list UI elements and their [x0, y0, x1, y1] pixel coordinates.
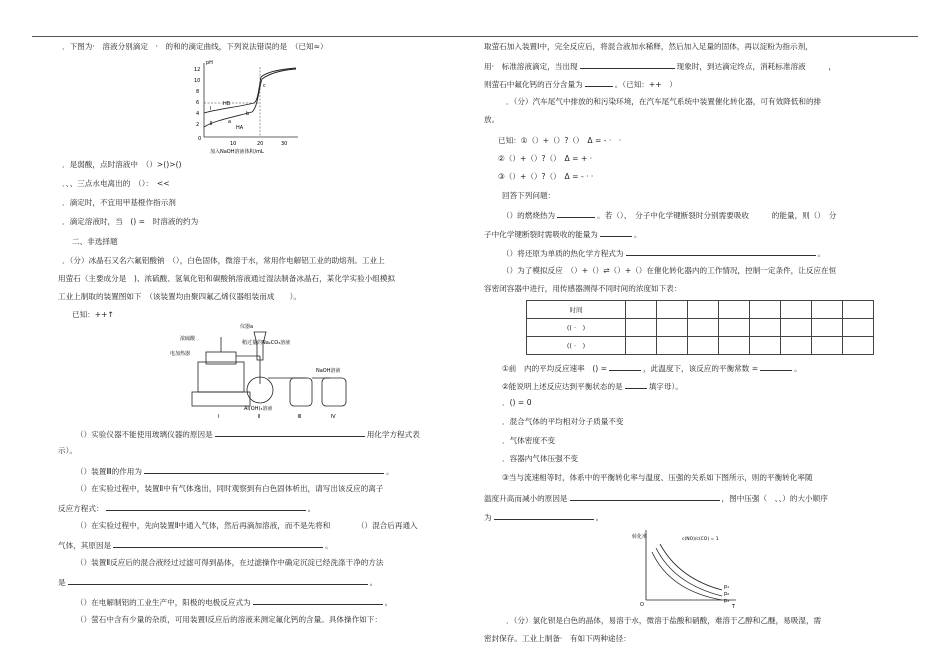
subq-3: （）在实验过程中，装置Ⅱ中有气体逸出，同时观察到有白色固体析出，请写出该反应的离子	[76, 484, 384, 493]
graph2-legend: c(NO)/c(CO) = 1	[682, 537, 719, 542]
svg-text:12: 12	[194, 67, 201, 73]
table-q1: ①前 内的平均反应速率 () = ，此温度下，该反应的平衡常数 = 。	[502, 364, 802, 373]
conversion-graph	[632, 526, 742, 610]
subq-a1: （）的燃烧热为 。若（）、 分子中化学键断裂时分别需要吸收 的能量，则（） 分	[502, 211, 837, 220]
known-1: 已知：①（）+（）?（） Δ = - · ·	[498, 136, 622, 145]
q4-paragraph-1: ．（分）氯化钡是白色的晶体，易溶于水，微溶于盐酸和硝酸，难溶于乙醇和乙醚，易吸湿，需	[506, 616, 822, 625]
subq-a3-cont: 容密闭容器中进行，用传感器测得不同时间的浓度如下表：	[484, 284, 682, 293]
q2-paragraph-1: ．（分）冰晶石又名六氟铝酸钠 （），白色固体，微溶于水，常用作电解铝工业的助熔剂。工业上	[62, 256, 385, 265]
q3-paragraph-2: 放。	[484, 115, 500, 124]
svg-text:Ⅲ: Ⅲ	[298, 414, 302, 420]
subq-5: （）装置Ⅱ反应后的混合液经过过滤可得到晶体，在过滤操作中确定沉淀已经洗涤干净的方法	[76, 558, 384, 567]
svg-text:NaOH溶液: NaOH溶液	[316, 368, 341, 374]
subq-a1-cont: 子中化学键断裂时需吸收的能量为 。	[484, 230, 642, 239]
answer-intro: 回答下列问题：	[502, 191, 556, 200]
svg-text:20: 20	[257, 141, 264, 147]
option-c-right: ．气体密度不变	[502, 436, 556, 445]
svg-text:Ⅱ: Ⅱ	[258, 414, 261, 420]
table-row: 时间	[527, 301, 874, 319]
right-line-3: 则萤石中氟化钙的百分含量为 。（已知：++ ）	[484, 80, 677, 89]
q3-paragraph-1: ．（分）汽车尾气中排放的和污染环境，在汽车尾气系统中装置催化转化器，可有效降低和的排	[506, 97, 822, 106]
right-line-1: 取萤石加入装置Ⅰ中，完全反应后，将混合液加水稀释，然后加入足量的固体，再以淀粉为指示剂，	[484, 42, 813, 51]
svg-text:0: 0	[198, 136, 202, 142]
option-d: ．滴定溶液时，当 () = 时溶液的约为	[62, 217, 199, 226]
svg-text:b: b	[246, 111, 250, 117]
svg-text:O: O	[640, 602, 644, 608]
svg-text:10: 10	[194, 78, 201, 84]
option-c: ．滴定时，不宜用甲基橙作指示剂	[62, 198, 176, 207]
subq-4: （）在实验过程中，先向装置Ⅱ中通入气体，然后再滴加溶液，而不是先将和 （）混合后再通入	[76, 521, 418, 530]
subq-2: （）装置Ⅲ的作用为 。	[76, 467, 394, 476]
table-row: (( · )	[527, 319, 874, 337]
curve-I	[204, 68, 296, 113]
question-titration: ．下图为· 溶液分别滴定 · 的和的滴定曲线，下列说法错误的是 （已知≈）	[62, 42, 328, 51]
svg-text:仪器a: 仪器a	[240, 324, 254, 330]
svg-text:电加热器: 电加热器	[170, 351, 191, 357]
table-q2: ②能说明上述反应达到平衡状态的是 填字母）。	[502, 382, 683, 391]
subq-5-cont: 是 。	[58, 578, 378, 587]
section-heading: 二、非选择题	[72, 237, 118, 246]
svg-text:Ⅱ: Ⅱ	[210, 121, 213, 127]
svg-text:c: c	[263, 83, 266, 89]
svg-text:2: 2	[196, 122, 200, 128]
table-q3-cont2: 为 。	[484, 513, 604, 522]
table-row: (( · )	[527, 337, 874, 355]
known-2: ②（）+（）?（） Δ = + ·	[498, 154, 593, 163]
svg-text:HA: HA	[236, 125, 244, 131]
svg-text:10: 10	[230, 141, 237, 147]
titration-graph	[188, 57, 306, 157]
svg-text:4: 4	[196, 111, 200, 117]
subq-a3: （）为了模拟反应 （）+（）⇌（）+（）在催化转化器内的工作情况，控制一定条件，让反应在恒	[502, 266, 837, 275]
concentration-table	[526, 300, 874, 355]
table-q3-cont: 温度升高而减小的原因是 ，图中压强（ 、、）的大小顺序	[484, 494, 828, 503]
curve-II	[204, 69, 296, 127]
top-rule	[32, 36, 918, 37]
subq-3-cont: 反应方程式： 。	[58, 504, 316, 513]
subq-4-cont: 气体，其原因是 。	[58, 541, 333, 550]
q2-paragraph-3: 工业上制取的装置图如下 （该装置均由聚四氟乙烯仪器组装而成 ）。	[58, 292, 301, 301]
svg-text:Al(OH)₃溶液: Al(OH)₃溶液	[244, 406, 273, 412]
graph2-y-label: 转化率	[632, 534, 648, 540]
known-equation: 已知：++↑	[72, 310, 114, 319]
svg-text:8: 8	[196, 89, 200, 95]
table-q3: ③当与流速相等时，体系中的平衡转化率与温度、压强的关系如下图所示，则的平衡转化率随	[502, 473, 813, 482]
svg-text:HB: HB	[223, 101, 231, 107]
known-3: ③（）+（）?（） Δ = - · ·	[498, 172, 594, 181]
svg-text:T: T	[732, 604, 736, 610]
option-a: ．是弱酸，点时溶液中 （）>()>()	[62, 160, 182, 169]
subq-7: （）萤石中含有少量的杂质，可用装置Ⅰ反应后的溶液来测定氟化钙的含量。具体操作如下：	[76, 615, 382, 624]
svg-text:6: 6	[196, 100, 200, 106]
svg-text:p₃: p₃	[724, 598, 730, 604]
right-line-2: 用· 标准溶液滴定，当出现 现象时，到达滴定终点，消耗标准溶液 ，	[484, 62, 837, 71]
svg-text:Ⅰ: Ⅰ	[210, 106, 212, 112]
option-a-right: ．() = 0	[502, 398, 532, 407]
q2-paragraph-2: 用萤石（主要成分是 )、浓硫酸、氢氧化铝和碳酸钠溶液通过湿法制备冰晶石，某化学实验小组模拟	[58, 274, 396, 283]
graph-x-label: 加入NaOH溶液体积/mL	[210, 149, 264, 155]
svg-text:浓硫酸: 浓硫酸	[180, 336, 196, 342]
svg-text:a: a	[228, 119, 232, 125]
option-d-right: ．容器内气体压强不变	[502, 454, 578, 463]
option-b-right: ．混合气体的平均相对分子质量不变	[502, 417, 624, 426]
svg-text:Ⅰ: Ⅰ	[218, 414, 220, 420]
subq-a2: （）将还原为单质的热化学方程式为 。	[502, 249, 826, 258]
svg-text:p₂: p₂	[724, 591, 730, 597]
subq-6: （）在电解制铝的工业生产中，阳极的电极反应式为 。	[76, 598, 393, 607]
graph-y-unit: pH	[206, 60, 213, 66]
subq-1-cont: 示）。	[58, 446, 77, 455]
option-b: ．、、三点水电离出的 （）： <<	[62, 179, 170, 188]
apparatus-diagram	[168, 322, 388, 424]
svg-text:Ⅳ: Ⅳ	[331, 414, 336, 420]
svg-text:p₁: p₁	[724, 584, 730, 590]
svg-text:30: 30	[281, 141, 288, 147]
q4-paragraph-2: 密封保存。工业上制备· 有如下两种途径：	[484, 634, 631, 643]
subq-1: （）实验仪器不能使用玻璃仪器的原因是 用化学方程式表	[76, 430, 420, 439]
svg-text:稍过量的Na₂CO₃溶液: 稍过量的Na₂CO₃溶液	[242, 340, 291, 346]
